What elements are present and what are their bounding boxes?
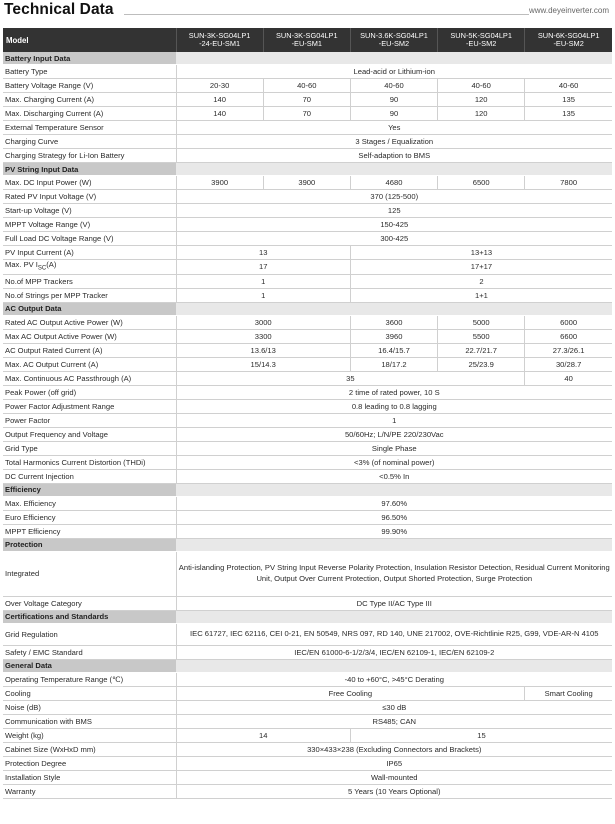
section-fill bbox=[176, 538, 612, 551]
spec-value: Yes bbox=[176, 121, 612, 135]
section-header-row bbox=[3, 302, 612, 315]
table-row bbox=[3, 190, 612, 204]
section-fill bbox=[176, 52, 612, 65]
spec-label-text: Grid Regulation bbox=[5, 629, 58, 639]
spec-value: 17 bbox=[176, 260, 350, 275]
spec-label-text: Weight (kg) bbox=[5, 730, 44, 740]
spec-value: 2 time of rated power, 10 S bbox=[176, 385, 612, 399]
spec-label bbox=[3, 496, 176, 510]
section-header-row bbox=[3, 538, 612, 551]
spec-value: 370 (125-500) bbox=[176, 190, 612, 204]
spec-label bbox=[3, 371, 176, 385]
table-row bbox=[3, 329, 612, 343]
spec-value: <0.5% In bbox=[176, 469, 612, 483]
spec-value: 40-60 bbox=[350, 79, 437, 93]
model-name-line: SUN-3.6K-SG04LP1 bbox=[360, 30, 428, 40]
table-row bbox=[3, 742, 612, 756]
spec-label bbox=[3, 784, 176, 798]
table-row bbox=[3, 93, 612, 107]
spec-value: 40 bbox=[525, 371, 612, 385]
spec-value: 5 Years (10 Years Optional) bbox=[176, 784, 612, 798]
section-header-row bbox=[3, 483, 612, 496]
spec-label-text: Max. Efficiency bbox=[5, 498, 56, 508]
table-row bbox=[3, 770, 612, 784]
spec-value: 17+17 bbox=[350, 260, 612, 275]
section-title: General Data bbox=[3, 659, 176, 672]
section-fill bbox=[176, 659, 612, 672]
spec-value: IP65 bbox=[176, 756, 612, 770]
table-row bbox=[3, 672, 612, 686]
spec-value: 50/60Hz; L/N/PE 220/230Vac bbox=[176, 427, 612, 441]
spec-label bbox=[3, 756, 176, 770]
spec-label-text: External Temperature Sensor bbox=[5, 123, 104, 132]
spec-value: 135 bbox=[525, 93, 612, 107]
spec-label bbox=[3, 149, 176, 163]
spec-value: 90 bbox=[350, 93, 437, 107]
spec-label-text: Rated AC Output Active Power (W) bbox=[5, 317, 123, 327]
table-row bbox=[3, 623, 612, 645]
spec-label-text: DC Current Injection bbox=[5, 471, 74, 481]
model-name-line: -EU-SM1 bbox=[291, 39, 322, 48]
spec-label-text: MPPT Voltage Range (V) bbox=[5, 220, 91, 229]
spec-label-text: Integrated bbox=[5, 569, 40, 579]
spec-label-text: Max AC Output Active Power (W) bbox=[5, 331, 117, 341]
table-row bbox=[3, 371, 612, 385]
spec-label-text: Full Load DC Voltage Range (V) bbox=[5, 234, 114, 243]
spec-label bbox=[3, 218, 176, 232]
table-row bbox=[3, 385, 612, 399]
spec-value: Anti-islanding Protection, PV String Input Reverse Polarity Protection, Insulation Resistor Detection, Residual Current Monitoring Unit, Output Over Current Protection, Output Shorted Protection, Surge Protection bbox=[176, 551, 612, 596]
spec-value: 20-30 bbox=[176, 79, 263, 93]
spec-value: 13.6/13 bbox=[176, 343, 350, 357]
section-header-row bbox=[3, 163, 612, 176]
spec-label bbox=[3, 232, 176, 246]
spec-label-text: Max. Discharging Current (A) bbox=[5, 109, 104, 118]
table-row bbox=[3, 596, 612, 610]
spec-label bbox=[3, 686, 176, 700]
section-header-row bbox=[3, 52, 612, 65]
spec-label-text: PV Input Current (A) bbox=[5, 248, 74, 257]
spec-value: 5500 bbox=[438, 329, 525, 343]
spec-value: 70 bbox=[263, 93, 350, 107]
spec-value: Wall-mounted bbox=[176, 770, 612, 784]
table-row bbox=[3, 149, 612, 163]
spec-value: 30/28.7 bbox=[525, 357, 612, 371]
spec-value: 1 bbox=[176, 288, 350, 302]
table-row bbox=[3, 645, 612, 659]
model-name bbox=[176, 28, 263, 52]
spec-value: 3960 bbox=[350, 329, 437, 343]
spec-label bbox=[3, 260, 176, 275]
model-name-line: -EU-SM2 bbox=[553, 39, 584, 48]
spec-value: 1 bbox=[176, 413, 612, 427]
section-fill bbox=[176, 483, 612, 496]
model-name bbox=[525, 28, 612, 52]
spec-label bbox=[3, 65, 176, 79]
spec-value: 14 bbox=[176, 728, 350, 742]
spec-label bbox=[3, 714, 176, 728]
spec-label-text: Installation Style bbox=[5, 772, 61, 782]
spec-label-text: Peak Power (off grid) bbox=[5, 387, 77, 397]
spec-label-text: Grid Type bbox=[5, 443, 38, 453]
spec-value: 6500 bbox=[438, 176, 525, 190]
spec-value: 13+13 bbox=[350, 246, 612, 260]
spec-label bbox=[3, 469, 176, 483]
model-name-line: SUN-6K-SG04LP1 bbox=[537, 30, 600, 40]
spec-label bbox=[3, 288, 176, 302]
section-title: Efficiency bbox=[3, 483, 176, 496]
table-row bbox=[3, 260, 612, 275]
spec-value: 125 bbox=[176, 204, 612, 218]
spec-label-text: Max. Continuous AC Passthrough (A) bbox=[5, 373, 132, 383]
spec-label bbox=[3, 524, 176, 538]
model-name-line: SUN-3K-SG04LP1 bbox=[275, 30, 338, 40]
table-row bbox=[3, 399, 612, 413]
spec-label-text: Cabinet Size (WxHxD mm) bbox=[5, 744, 96, 754]
spec-label-text: Max. PV I bbox=[5, 260, 38, 269]
table-row bbox=[3, 343, 612, 357]
spec-value: 40-60 bbox=[438, 79, 525, 93]
spec-label bbox=[3, 246, 176, 260]
spec-label-text: Safety / EMC Standard bbox=[5, 647, 83, 657]
table-row bbox=[3, 121, 612, 135]
spec-value: 18/17.2 bbox=[350, 357, 437, 371]
spec-value: 35 bbox=[176, 371, 525, 385]
table-row bbox=[3, 469, 612, 483]
table-row bbox=[3, 315, 612, 329]
website-url: www.deyeinverter.com bbox=[528, 6, 609, 15]
spec-value: 330×433×238 (Excluding Connectors and Brackets) bbox=[176, 742, 612, 756]
technical-data-table bbox=[3, 28, 612, 799]
spec-label-text: Charging Curve bbox=[5, 137, 59, 146]
spec-value: 120 bbox=[438, 107, 525, 121]
spec-label-text: Cooling bbox=[5, 688, 31, 698]
spec-label bbox=[3, 329, 176, 343]
section-fill bbox=[176, 302, 612, 315]
table-body bbox=[3, 28, 612, 798]
spec-label bbox=[3, 427, 176, 441]
spec-value: 40-60 bbox=[525, 79, 612, 93]
spec-value: 70 bbox=[263, 107, 350, 121]
spec-value: IEC 61727, IEC 62116, CEI 0-21, EN 50549, NRS 097, RD 140, UNE 217002, OVE-Richtlinie R25, G99, VDE-AR-N 4105 bbox=[176, 623, 612, 645]
spec-value: RS485; CAN bbox=[176, 714, 612, 728]
spec-value: 16.4/15.7 bbox=[350, 343, 437, 357]
spec-label-text: Rated PV Input Voltage (V) bbox=[5, 192, 97, 201]
spec-label bbox=[3, 742, 176, 756]
spec-label-text: No.of Strings per MPP Tracker bbox=[5, 290, 108, 300]
table-row bbox=[3, 427, 612, 441]
section-header-row bbox=[3, 610, 612, 623]
section-title: Protection bbox=[3, 538, 176, 551]
spec-value: 3000 bbox=[176, 315, 350, 329]
spec-label-text: Power Factor Adjustment Range bbox=[5, 401, 115, 411]
spec-label bbox=[3, 510, 176, 524]
spec-label bbox=[3, 455, 176, 469]
spec-label-text: Operating Temperature Range (℃) bbox=[5, 674, 124, 684]
section-title: PV String Input Data bbox=[3, 163, 176, 176]
spec-value: 13 bbox=[176, 246, 350, 260]
table-row bbox=[3, 274, 612, 288]
spec-label-text: Max. Charging Current (A) bbox=[5, 95, 95, 104]
table-row bbox=[3, 784, 612, 798]
spec-value: 96.50% bbox=[176, 510, 612, 524]
spec-label-text: Noise (dB) bbox=[5, 702, 41, 712]
spec-value: 1+1 bbox=[350, 288, 612, 302]
table-row bbox=[3, 218, 612, 232]
spec-value: 3 Stages / Equalization bbox=[176, 135, 612, 149]
spec-value: 120 bbox=[438, 93, 525, 107]
section-title: AC Output Data bbox=[3, 302, 176, 315]
spec-value: <3% (of nominal power) bbox=[176, 455, 612, 469]
table-row bbox=[3, 288, 612, 302]
table-row bbox=[3, 79, 612, 93]
table-row bbox=[3, 700, 612, 714]
spec-value: 15 bbox=[350, 728, 612, 742]
model-name-line: SUN-5K-SG04LP1 bbox=[450, 30, 512, 40]
spec-label-text: Over Voltage Category bbox=[5, 598, 82, 608]
spec-label bbox=[3, 551, 176, 596]
table-row bbox=[3, 65, 612, 79]
spec-value: 27.3/26.1 bbox=[525, 343, 612, 357]
section-title: Certifications and Standards bbox=[3, 610, 176, 623]
table-row bbox=[3, 232, 612, 246]
spec-label bbox=[3, 107, 176, 121]
table-row bbox=[3, 135, 612, 149]
spec-value: IEC/EN 61000-6-1/2/3/4, IEC/EN 62109-1, IEC/EN 62109-2 bbox=[176, 645, 612, 659]
table-row bbox=[3, 756, 612, 770]
spec-label-text: Communication with BMS bbox=[5, 716, 92, 726]
spec-value: 97.60% bbox=[176, 496, 612, 510]
spec-label bbox=[3, 645, 176, 659]
table-row bbox=[3, 714, 612, 728]
section-fill bbox=[176, 610, 612, 623]
spec-label bbox=[3, 385, 176, 399]
model-name-line: -EU-SM2 bbox=[378, 39, 410, 48]
spec-label bbox=[3, 93, 176, 107]
section-header-row bbox=[3, 659, 612, 672]
spec-label bbox=[3, 274, 176, 288]
spec-value: -40 to +60°C, >45°C Derating bbox=[176, 672, 612, 686]
spec-value: 40-60 bbox=[263, 79, 350, 93]
spec-label-text: Warranty bbox=[5, 786, 36, 796]
spec-value: 1 bbox=[176, 274, 350, 288]
spec-label-text: Battery Type bbox=[5, 67, 48, 76]
spec-label bbox=[3, 770, 176, 784]
spec-value: 6000 bbox=[525, 315, 612, 329]
spec-label-subscript: SC bbox=[37, 265, 47, 272]
table-row bbox=[3, 551, 612, 596]
table-row bbox=[3, 686, 612, 700]
table-row bbox=[3, 524, 612, 538]
spec-label bbox=[3, 672, 176, 686]
section-title: Battery Input Data bbox=[3, 52, 176, 65]
spec-label bbox=[3, 441, 176, 455]
spec-label bbox=[3, 121, 176, 135]
table-row bbox=[3, 441, 612, 455]
table-row bbox=[3, 728, 612, 742]
spec-label bbox=[3, 596, 176, 610]
model-header-row bbox=[3, 28, 612, 52]
spec-label-text: Max. DC Input Power (W) bbox=[5, 178, 92, 187]
spec-value: 6600 bbox=[525, 329, 612, 343]
spec-label bbox=[3, 135, 176, 149]
spec-value: 22.7/21.7 bbox=[438, 343, 525, 357]
spec-label-text: Max. AC Output Current (A) bbox=[5, 359, 99, 369]
spec-value: 135 bbox=[525, 107, 612, 121]
spec-value: Self-adaption to BMS bbox=[176, 149, 612, 163]
spec-value: Free Cooling bbox=[176, 686, 525, 700]
spec-value: 90 bbox=[350, 107, 437, 121]
table-row bbox=[3, 510, 612, 524]
spec-value: Smart Cooling bbox=[525, 686, 612, 700]
spec-value: 150-425 bbox=[176, 218, 612, 232]
model-name bbox=[438, 28, 525, 52]
spec-label bbox=[3, 190, 176, 204]
spec-label bbox=[3, 728, 176, 742]
spec-label-text: Battery Voltage Range (V) bbox=[5, 81, 94, 90]
spec-value: 25/23.9 bbox=[438, 357, 525, 371]
spec-label-text: Output Frequency and Voltage bbox=[5, 429, 109, 439]
spec-label-text: Euro Efficiency bbox=[5, 512, 56, 522]
spec-label bbox=[3, 204, 176, 218]
spec-label-text: Power Factor bbox=[5, 415, 51, 425]
spec-value: 140 bbox=[176, 107, 263, 121]
model-name-line: -24-EU-SM1 bbox=[199, 39, 241, 48]
spec-value: 300-425 bbox=[176, 232, 612, 246]
spec-value: 140 bbox=[176, 93, 263, 107]
spec-label bbox=[3, 399, 176, 413]
table-row bbox=[3, 176, 612, 190]
spec-label-text: Start-up Voltage (V) bbox=[5, 206, 72, 215]
spec-label-text: Charging Strategy for Li-Ion Battery bbox=[5, 151, 125, 160]
spec-value: 0.8 leading to 0.8 lagging bbox=[176, 399, 612, 413]
table-row bbox=[3, 246, 612, 260]
spec-label bbox=[3, 623, 176, 645]
spec-value: ≤30 dB bbox=[176, 700, 612, 714]
spec-label bbox=[3, 315, 176, 329]
spec-label bbox=[3, 343, 176, 357]
spec-value: 3600 bbox=[350, 315, 437, 329]
spec-label bbox=[3, 700, 176, 714]
spec-label-text: Protection Degree bbox=[5, 758, 67, 768]
spec-label bbox=[3, 357, 176, 371]
spec-value: 7800 bbox=[525, 176, 612, 190]
spec-label-text: No.of MPP Trackers bbox=[5, 276, 73, 286]
spec-label-text: AC Output Rated Current (A) bbox=[5, 345, 103, 355]
spec-value: 2 bbox=[350, 274, 612, 288]
header-divider bbox=[124, 14, 529, 15]
page-header bbox=[0, 0, 615, 28]
model-header-label: Model bbox=[3, 28, 176, 52]
table-row bbox=[3, 107, 612, 121]
spec-value: 5000 bbox=[438, 315, 525, 329]
spec-label bbox=[3, 79, 176, 93]
spec-label-unit: (A) bbox=[46, 260, 57, 269]
spec-value: Lead-acid or Lithium-ion bbox=[176, 65, 612, 79]
spec-label-text: MPPT Efficiency bbox=[5, 526, 61, 536]
model-name-line: -EU-SM2 bbox=[465, 39, 497, 48]
spec-value: 99.90% bbox=[176, 524, 612, 538]
spec-value: DC Type II/AC Type III bbox=[176, 596, 612, 610]
page-title: Technical Data bbox=[4, 1, 114, 18]
section-fill bbox=[176, 163, 612, 176]
spec-value: 3900 bbox=[176, 176, 263, 190]
spec-label bbox=[3, 176, 176, 190]
spec-label-text: Total Harmonics Current Distortion (THDi) bbox=[5, 457, 146, 467]
table-row bbox=[3, 204, 612, 218]
table-row bbox=[3, 413, 612, 427]
model-name bbox=[263, 28, 350, 52]
model-name-line: SUN-3K-SG04LP1 bbox=[188, 30, 251, 40]
table-row bbox=[3, 496, 612, 510]
table-row bbox=[3, 455, 612, 469]
model-name bbox=[350, 28, 437, 52]
spec-value: Single Phase bbox=[176, 441, 612, 455]
spec-value: 3300 bbox=[176, 329, 350, 343]
spec-label bbox=[3, 413, 176, 427]
spec-value: 4680 bbox=[350, 176, 437, 190]
spec-value: 3900 bbox=[263, 176, 350, 190]
table-row bbox=[3, 357, 612, 371]
spec-value: 15/14.3 bbox=[176, 357, 350, 371]
